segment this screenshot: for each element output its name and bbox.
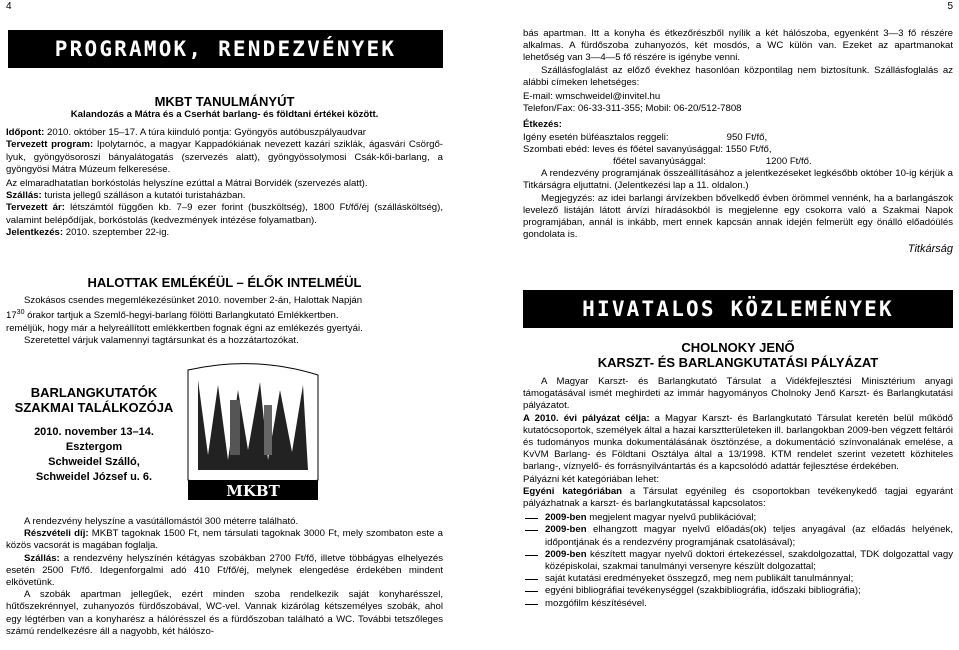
meeting-city: Esztergom <box>65 441 123 453</box>
participation-fee: Részvételi díj: MKBT tagoknak 1500 Ft, nem társulati tagoknak 3000 Ft, mely szombaton este a közös vacsorát is magában foglalja. <box>6 528 443 552</box>
meeting-date: 2010. november 13–14. <box>34 426 154 438</box>
memorial-text-1: Szokásos csendes megemlékezésünket 2010. november 2-án, Halottak Napján <box>24 295 363 306</box>
page-number-right: 5 <box>947 1 953 12</box>
list-item: 2009-ben készített magyar nyelvű doktori értekezéssel, szakdolgozattal, TDK dolgozattal vagy középiskolai, szakmai tanulmányi versenyre készült dolgozattal; <box>523 549 953 573</box>
venue-note: A rendezvény helyszíne a vasútállomástól 300 méterre található. <box>24 516 299 527</box>
list-item: 2009-ben elhangzott magyar nyelvű előadás(ok) teljes anyagával (az előadás helyének, időpontjának és a rendezvény programjának csatolásával); <box>523 524 953 548</box>
meeting-logo <box>168 360 338 510</box>
page-number-left: 4 <box>6 1 12 12</box>
tender-individual: Egyéni kategóriában a Társulat egyénileg és csoportokban tevékenykedő tagjai egyaránt pályázhatnak a karszt- és barlangkutatással kapcsolatos: <box>523 485 953 510</box>
study-trip-tasting: Az elmaradhatatlan borkóstolás helyszíne ezúttal a Mátrai Borvidék (szervezés alatt). <box>6 178 368 190</box>
memorial-title: HALOTTAK EMLÉKÉÜL – ÉLŐK INTELMÉÜL <box>87 275 362 290</box>
booking-note: Szállásfoglalást az előző évekhez hasonlóan központilag nem biztosítunk. Szállásfoglalás az alábbi címeken lehetséges: <box>523 64 953 88</box>
booking-phone: Telefon/Fax: 06-33-311-355; Mobil: 06-20/512-7808 <box>523 103 742 115</box>
remark: Megjegyzés: az idei barlangi árvízekben bővelkedő évben örömmel vennénk, ha a barlangászok levelező listáján látott árvízi híradásokból is megjelenne egy csokorra való a Szakmai Napok programjában, annál is inkább, mert ennek kapcsán annak idején felmerült egy önálló előadóülés gondolata is. <box>523 192 953 241</box>
tender-title-2: KARSZT- ÉS BARLANGKUTATÁSI PÁLYÁZAT <box>597 355 879 370</box>
meals-label: Étkezés: <box>523 119 562 131</box>
tender-items <box>523 512 953 610</box>
study-trip-fee: Tervezett ár: létszámtól függően kb. 7–9 ezer forint (buszköltség), 1800 Ft/fő/éj (szállásköltség), valamint belépődíjak, borkóstolás (kedvezmények intézése folyamatban). <box>6 202 443 226</box>
memorial-text-3: reméljük, hogy már a helyreállított emlékkertben fognak égni az emlékezés gyertyái. <box>6 322 363 334</box>
tender-goal: A 2010. évi pályázat célja: a Magyar Karszt- és Barlangkutató Társulat keretén belül működő kutatócsoportok, személyek által a hazai karsztterületeken ill. barlangokban 2009-ben végzett feltárói és tudományos munka dokumentálásának ösztönzése, a dokumentáció színvonalának emelése, a KvVM Barlang- és Földtani Osztálya által a 13/1998. KTM rendelet szerint vezetett közhiteles barlang-, víznyelő- és forrásnyilvántartás és a kapcsolódó adattár fejlesztése érdekében. <box>523 412 953 473</box>
tender-intro: A Magyar Karszt- és Barlangkutató Társulat a Vidékfejlesztési Minisztérium anyagi támogatásával ismét meghirdeti az immár hagyományos Cholnoky Jenő Karszt- és Barlangkutatási pályázatot. <box>523 376 953 412</box>
logo-org: MKBT <box>226 482 280 500</box>
study-trip-subtitle: Kalandozás a Mátra és a Cserhát barlang- és földtani értékei között. <box>70 109 379 120</box>
rooms-continued: bás apartman. Itt a konyha és étkezőrészből nyílik a két hálószoba, egyenként 3—3 fő részére alkalmas. A fürdőszoba zuhanyozós, két mosdós, a WC külön van. Ezeket az apartmanokat lehetőség van 3—4—5 fő részére is igénybe venni. <box>523 28 953 64</box>
meeting-hotel: Schweidel Szálló, <box>48 456 140 468</box>
announcements-banner: HIVATALOS KÖZLEMÉNYEK <box>523 290 953 328</box>
study-trip-time: Időpont: 2010. október 15–17. A túra kiinduló pontja: Gyöngyös autóbuszpályaudvar <box>6 127 366 139</box>
study-trip-report: Jelentkezés: 2010. szeptember 22-ig. <box>6 226 170 238</box>
meeting-address: Schweidel József u. 6. <box>35 471 153 483</box>
programs-banner: PROGRAMOK, RENDEZVÉNYEK <box>8 30 443 68</box>
list-item: mozgófilm készítésével. <box>523 598 953 610</box>
meal-lunch: Szombati ebéd: leves és főétel savanyúsággal: 1550 Ft/fő, <box>523 143 772 155</box>
rooms-text: A szobák apartman jellegűek, ezért minden szoba rendelkezik saját konyharésszel, hűtőszekrénnyel, zuhanyozós fürdőszobával, WC-vel. Vannak kizárólag kétszemélyes szobák, ahol egy légtérben van a konyharész a hálórésszel és a fürdőszoban található a WC. További tetszőleges számú rendelkezésre áll a nagyobb, két hálószo- <box>6 589 443 637</box>
booking-email: E-mail: wmschweidel@invitel.hu <box>523 91 661 103</box>
study-trip-title: MKBT TANULMÁNYÚT <box>154 94 295 109</box>
program-note: A rendezvény programjának összeállításához a jelentkezéseket legkésőbb október 10-ig kérjük a Titkárságra eljuttatni. (Jelentkezési lap a 11. oldalon.) <box>523 168 953 192</box>
list-item: 2009-ben megjelent magyar nyelvű publikációval; <box>523 512 953 524</box>
memorial-text-4: Szeretettel várjuk valamennyi tagtársunkat és a hozzátartozókat. <box>24 334 299 346</box>
study-trip-lodging: Szállás: turista jellegű szálláson a kutatói turistaházban. <box>6 190 246 202</box>
meal-breakfast: Igény esetén büféasztalos reggeli: 950 Ft/fő, <box>523 131 768 143</box>
study-trip-program: Tervezett program: Ipolytarnóc, a magyar Kappadókiának nevezett kazári sziklák, ágasvári Csörgő-lyuk, gyöngyösoroszi bányalátogatás (szervezés alatt), gyöngyössolymosi Csák-kői-barlang, a gyöngyösi Mátra Múzeum felkeresése. <box>6 139 444 175</box>
memorial-text-2: $17^{30}$ órakor tartjuk a Szemlő-hegyi-barlang fölötti Barlangkutató Emlékkertben. <box>6 309 339 322</box>
list-item: egyéni bibliográfiai tevékenységgel (szakbibliográfia, időszaki bibliográfia); <box>523 585 953 597</box>
meal-main: főétel savanyúsággal: 1200 Ft/fő. <box>613 156 812 168</box>
list-item: saját kutatási eredményeket összegző, meg nem publikált tanulmánnyal; <box>523 573 953 585</box>
meeting-title-2: SZAKMAI TALÁLKOZÓJA <box>14 400 174 415</box>
meeting-title-1: BARLANGKUTATÓK <box>30 385 158 400</box>
signature: Titkárság <box>907 243 953 256</box>
tender-categories: Pályázni két kategóriában lehet: <box>523 473 659 485</box>
meeting-lodging: Szállás: a rendezvény helyszínén kétágyas szobákban 2700 Ft/fő, illetve többágyas elhelyezés esetén 2500 Ft/fő. Idegenforgalmi adó 410 Ft/fő/éj, melynek elengedése érdekében mindent elkövetünk. <box>6 552 443 589</box>
tender-title-1: CHOLNOKY JENŐ <box>681 340 795 355</box>
